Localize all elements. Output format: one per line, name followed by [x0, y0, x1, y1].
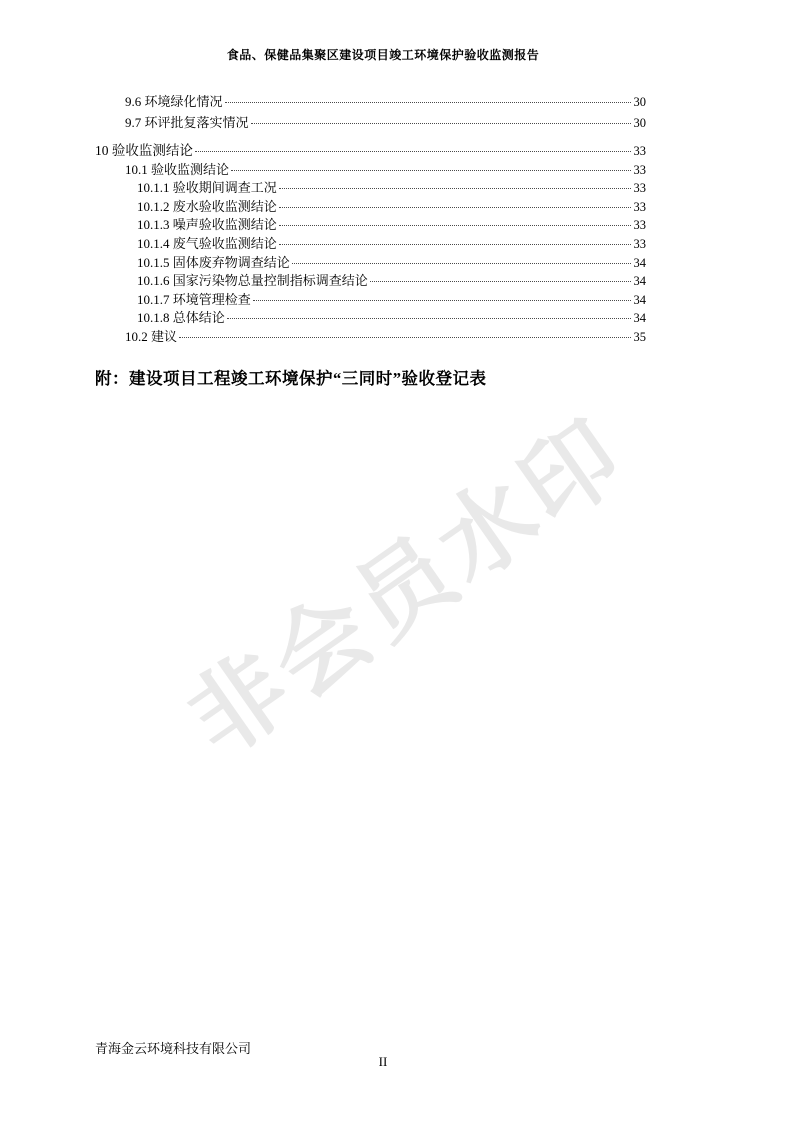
toc-leader-dots — [231, 170, 630, 171]
attachment-title: 附：建设项目工程竣工环境保护“三同时”验收登记表 — [95, 369, 487, 388]
toc-entry-page: 35 — [633, 329, 646, 344]
toc-leader-dots — [279, 244, 631, 245]
toc-entry-label: 10.1.4 废气验收监测结论 — [137, 235, 277, 251]
toc-entry-label: 9.7 环评批复落实情况 — [125, 114, 249, 130]
toc-entry-page: 30 — [633, 115, 646, 130]
toc-entry — [95, 328, 646, 347]
toc-entry — [95, 309, 646, 328]
toc-entry-label: 10.1.6 国家污染物总量控制指标调查结论 — [137, 273, 368, 289]
toc-entry-label: 10.1.8 总体结论 — [137, 310, 225, 326]
toc-entry-page: 33 — [633, 199, 646, 214]
toc-entry — [95, 291, 646, 310]
toc-entry-label: 9.6 环境绿化情况 — [125, 94, 223, 109]
toc-entry — [95, 113, 646, 134]
toc-entry — [95, 235, 646, 254]
toc-entry-label: 10.1.5 固体废弃物调查结论 — [137, 254, 290, 270]
toc-entry — [95, 179, 646, 198]
toc-entry-label: 10.1.2 废水验收监测结论 — [137, 198, 277, 214]
toc-leader-dots — [251, 123, 631, 124]
toc-leader-dots — [279, 207, 631, 208]
toc-entry — [95, 161, 646, 180]
toc-entry-label: 10.1 验收监测结论 — [125, 161, 230, 177]
toc-entry-label: 10.1.3 噪声验收监测结论 — [137, 217, 277, 233]
toc-entry-page: 30 — [633, 95, 646, 109]
toc-entry-page: 33 — [633, 181, 646, 196]
footer-page-number: II — [378, 1054, 388, 1069]
toc-entry — [95, 198, 646, 217]
toc-entry — [95, 142, 646, 161]
toc-leader-dots — [253, 300, 631, 301]
toc-list — [95, 92, 646, 347]
toc-entry-label: 10.2 建议 — [125, 328, 178, 344]
toc-leader-dots — [179, 337, 630, 338]
toc-entry-page: 33 — [633, 218, 646, 233]
toc-entry — [95, 92, 646, 113]
footer-company-name: 青海金云环境科技有限公司 — [95, 1041, 252, 1056]
toc-leader-dots — [279, 225, 631, 226]
toc-entry — [95, 272, 646, 291]
toc-entry-page: 34 — [633, 274, 646, 289]
toc-leader-dots — [195, 151, 631, 152]
toc-leader-dots — [279, 188, 631, 189]
toc-leader-dots — [225, 102, 631, 103]
toc-entry-page: 34 — [633, 255, 646, 270]
toc-entry-label: 10.1.7 环境管理检查 — [137, 291, 251, 307]
toc-leader-dots — [227, 318, 631, 319]
toc-entry-label: 10.1.1 验收期间调查工况 — [137, 180, 277, 196]
toc-entry-label: 10 验收监测结论 — [95, 143, 193, 158]
toc-entry-page: 33 — [633, 236, 646, 251]
toc-entry-page: 33 — [633, 162, 646, 177]
toc-entry — [95, 254, 646, 273]
toc-entry-page: 34 — [633, 311, 646, 326]
toc-entry-page: 33 — [633, 144, 646, 158]
toc-entry — [95, 216, 646, 235]
toc-leader-dots — [370, 281, 631, 282]
page-header-title: 食品、保健品集聚区建设项目竣工环境保护验收监测报告 — [226, 48, 540, 62]
toc-leader-dots — [292, 263, 631, 264]
toc-entry-page: 34 — [633, 292, 646, 307]
watermark-text: 非会员水印 — [170, 399, 645, 776]
